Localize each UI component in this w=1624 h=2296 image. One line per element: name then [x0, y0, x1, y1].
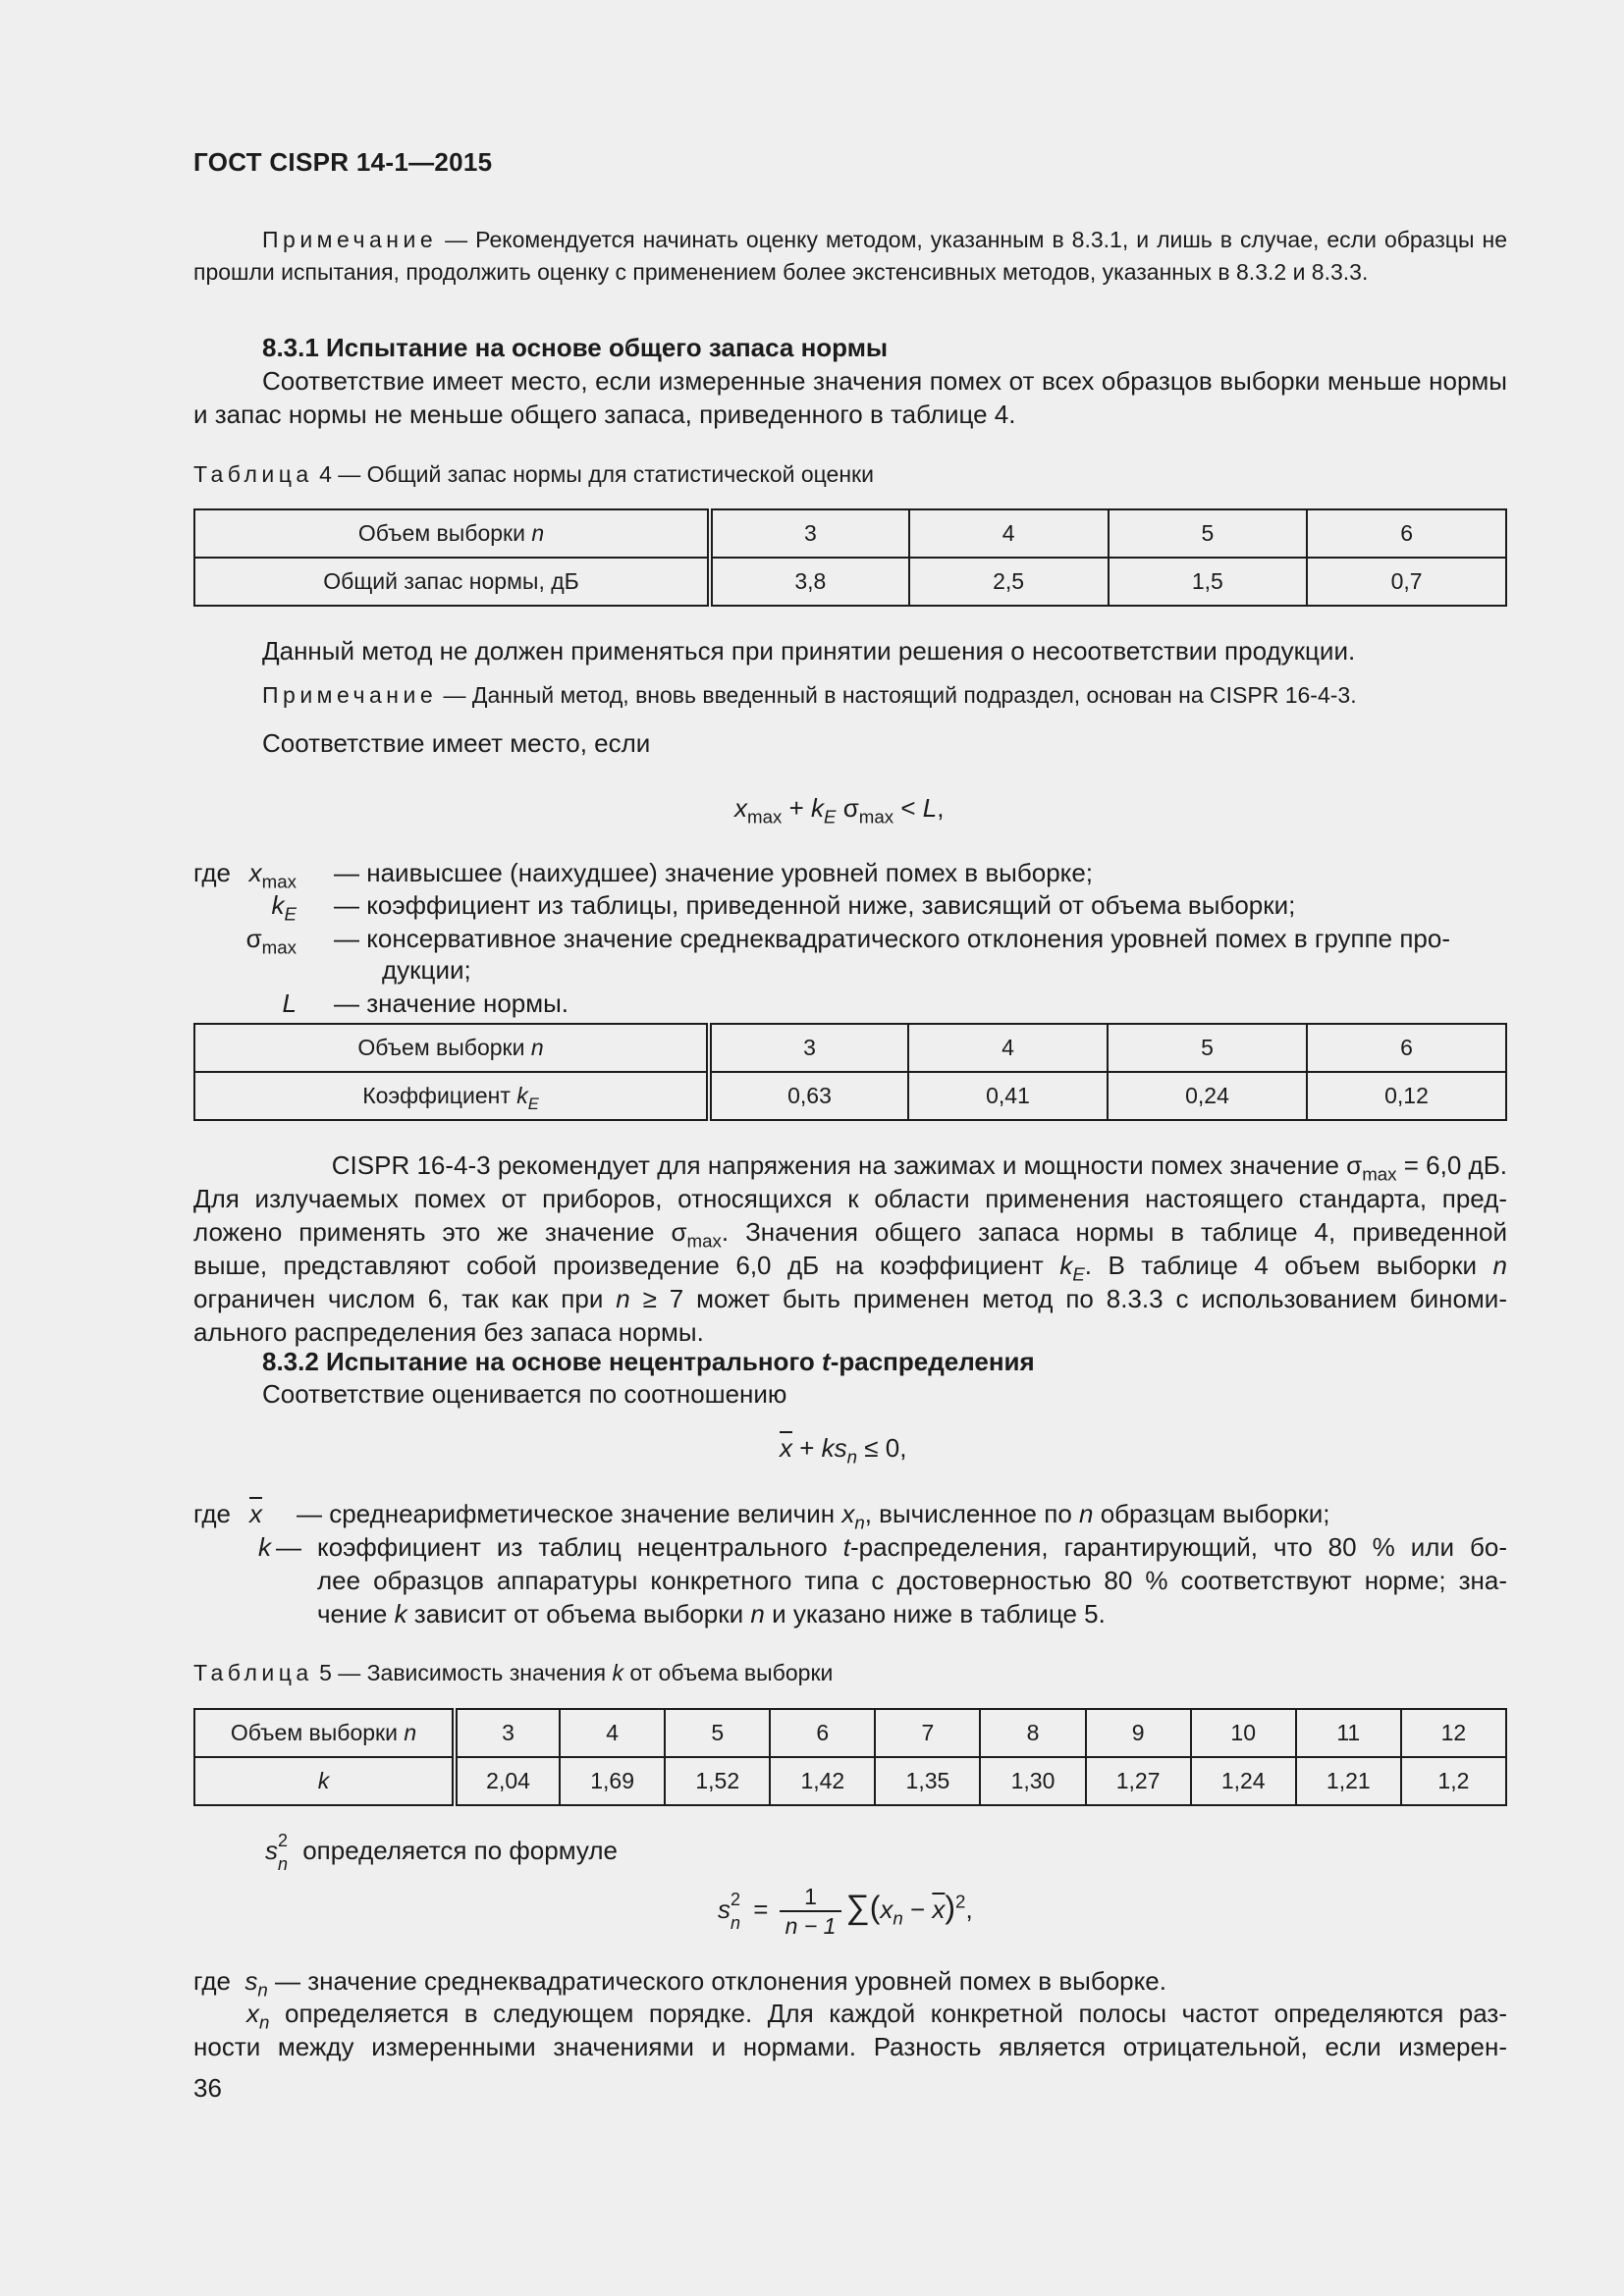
table-ke	[193, 1023, 1507, 1121]
note-1-text: — Рекомендуется начинать оценку методом, указанным в 8.3.1, и лишь в случае, если образцы не прошли испытания, продолжить оценку с применением более экстенсивных методов, указанных в 8.3.2 и 8.3.3.	[193, 227, 1507, 285]
cispr-line-4: выше, представляют собой произведение 6,0 дБ на коэффициент $k_E$. В таблице 4 объем выборки n	[193, 1251, 1507, 1285]
table-ke-cell: 5	[1108, 1024, 1307, 1072]
xn-paragraph	[193, 1997, 1507, 2063]
table-5-cell: 7	[875, 1709, 980, 1757]
table-4-cell: 4	[909, 509, 1109, 558]
where-2-xbar-term: $\overline{x}$	[249, 1499, 262, 1528]
where-2-xbar-def: — среднеарифметическое значение величин $x_n$, вычисленное по n образцам выборки;	[297, 1499, 1330, 1533]
table-4	[193, 508, 1507, 607]
table-5-caption-label: Таблица	[193, 1660, 313, 1685]
section-8-3-1-para: Соответствие имеет место, если измеренные значения помех от всех образцов выборки меньше нормы и запас нормы не меньше общего запаса, приведенного в таблице 4.	[193, 366, 1507, 429]
table-5-cell: 11	[1296, 1709, 1401, 1757]
table-4-caption-text: 4 — Общий запас нормы для статистической оценки	[312, 461, 874, 487]
table-5-cell: 1,35	[875, 1757, 980, 1805]
where-1-k-term: $k_E$	[271, 890, 297, 925]
cispr-line-2: Для излучаемых помех от приборов, относящихся к области применения настоящего стандарта, пред-	[193, 1184, 1507, 1213]
cispr-line-1: CISPR 16-4-3 рекомендует для напряжения на зажимах и мощности помех значение $\sigma_{max} = 6,0$ дБ.	[331, 1150, 1507, 1185]
note-2	[262, 679, 1357, 712]
where-1-L-term: L	[282, 988, 297, 1018]
table-5-cell: 1,2	[1401, 1757, 1506, 1805]
table-5-cell: 3	[455, 1709, 560, 1757]
where-2-gde: где	[193, 1499, 231, 1528]
table-4-cell: 2,5	[909, 558, 1109, 606]
section-8-3-2-para: Соответствие оценивается по соотношению	[262, 1379, 787, 1409]
table-ke-row-sample-size	[194, 1024, 1506, 1072]
note-1	[193, 224, 1507, 289]
table-4-cell: 5	[1109, 509, 1308, 558]
table-5-caption: Таблица 5 — Зависимость значения k от объема выборки	[193, 1660, 834, 1685]
formula-2: $\overline{x} + ks_n \le 0$,	[780, 1433, 907, 1468]
formula-3: s 2 n = $\frac{1}{n - 1}$ $\sum(x_n - \overline{x})^2$,	[718, 1884, 973, 1939]
conformity-paragraph: Соответствие имеет место, если	[262, 728, 651, 758]
where-1-L-def: — значение нормы.	[334, 988, 569, 1018]
table-ke-cell: 0,41	[908, 1072, 1108, 1120]
table-5-cell: 1,30	[980, 1757, 1085, 1805]
cispr-line-5: ограничен числом 6, так как при n ≥ 7 может быть применен метод по 8.3.3 с использованием биноми-	[193, 1284, 1507, 1313]
note-2-text: — Данный метод, вновь введенный в настоящий подраздел, основан на CISPR 16-4-3.	[437, 682, 1357, 708]
table-5-row-sample-size	[194, 1709, 1506, 1757]
table-ke-cell: 0,24	[1108, 1072, 1307, 1120]
table-ke-cell: 0,12	[1307, 1072, 1506, 1120]
table-ke-cell: 3	[709, 1024, 908, 1072]
where-1-x-term: $x_{max}$	[248, 858, 297, 892]
table-4-cell: 3,8	[710, 558, 909, 606]
cispr-line-3: ложено применять это же значение $\sigma_{max}$. Значения общего запаса нормы в таблице 4, приведенной	[193, 1217, 1507, 1252]
table-5-cell: 6	[770, 1709, 875, 1757]
where-1-gde: где	[193, 858, 231, 887]
table-5-cell: 1,21	[1296, 1757, 1401, 1805]
where-1-sigma-def-cont: дукции;	[382, 955, 471, 985]
cispr-line-6: ального распределения без запаса нормы.	[193, 1317, 704, 1347]
section-8-3-2-title: 8.3.2 Испытание на основе нецентрального t-распределения	[262, 1347, 1035, 1376]
where-1-x-def: — наивысшее (наихудшее) значение уровней помех в выборке;	[334, 858, 1094, 887]
table-5-cell: 2,04	[455, 1757, 560, 1805]
table-4-row-header: Объем выборки n	[194, 509, 710, 558]
table-4-row-margin	[194, 558, 1506, 606]
table-5-cell: 9	[1086, 1709, 1191, 1757]
table-5-cell: 8	[980, 1709, 1085, 1757]
table-4-caption	[193, 458, 874, 491]
section-8-3-1-title: 8.3.1 Испытание на основе общего запаса нормы	[262, 333, 889, 362]
table-5-cell: 12	[1401, 1709, 1506, 1757]
table-5-cell: 1,24	[1191, 1757, 1296, 1805]
table-5-cell: 1,69	[560, 1757, 665, 1805]
xn-line-1: $x_n$ определяется в следующем порядке. Для каждой конкретной полосы частот определяются раз-	[246, 1999, 1507, 2033]
table-4-cell: 6	[1307, 509, 1506, 558]
table-4-cell: 1,5	[1109, 558, 1308, 606]
note-2-label: Примечание	[262, 682, 438, 708]
table-4-row-sample-size	[194, 509, 1506, 558]
table-5-cell: 1,42	[770, 1757, 875, 1805]
table-ke-cell: 6	[1307, 1024, 1506, 1072]
xn-line-2: ности между измеренными значениями и нормами. Разность является отрицательной, если измерен-	[193, 2032, 1507, 2061]
table-5-cell: 10	[1191, 1709, 1296, 1757]
table-5-row-k	[194, 1757, 1506, 1805]
where-2-k-term: k	[258, 1532, 271, 1562]
table-5	[193, 1708, 1507, 1806]
method-paragraph: Данный метод не должен применяться при принятии решения о несоответствии продукции.	[262, 636, 1356, 666]
note-1-label: Примечание	[262, 227, 438, 252]
where-1-k-def: — коэффициент из таблицы, приведенной ниже, зависящий от объема выборки;	[334, 890, 1296, 920]
page-number: 36	[193, 2073, 222, 2103]
document-header: ГОСТ CISPR 14-1—2015	[193, 147, 493, 177]
table-ke-row-header: Коэффициент $k_E$	[194, 1072, 709, 1120]
where-2-k-def-2: лее образцов аппаратуры конкретного типа с достоверностью 80 % соответствуют норме; зна-	[317, 1566, 1507, 1595]
where-2-k-def-3: чение k зависит от объема выборки n и указано ниже в таблице 5.	[317, 1599, 1106, 1629]
where-1-sigma-term: $\sigma_{max}$	[245, 924, 297, 958]
where-3: где $s_n$ — значение среднеквадратического отклонения уровней помех в выборке.	[193, 1966, 1166, 2001]
table-4-row-header: Общий запас нормы, дБ	[194, 558, 710, 606]
table-5-cell: 5	[665, 1709, 770, 1757]
where-1-sigma-def: — консервативное значение среднеквадратического отклонения уровней помех в группе про-	[334, 924, 1451, 953]
table-4-cell: 0,7	[1307, 558, 1506, 606]
table-ke-row-header: Объем выборки n	[194, 1024, 709, 1072]
table-5-row-header: Объем выборки n	[194, 1709, 455, 1757]
table-ke-cell: 0,63	[709, 1072, 908, 1120]
where-2-k-def-1: — коэффициент из таблиц нецентрального t-распределения, гарантирующий, что 80 % или бо-	[276, 1532, 1507, 1562]
table-4-caption-label: Таблица	[193, 461, 313, 487]
table-5-row-header: k	[194, 1757, 455, 1805]
sn-definition-line: s 2 n определяется по формуле	[265, 1831, 618, 1874]
formula-1: $x_{max} + k_E$ $\sigma_{max} < L$,	[734, 793, 945, 828]
table-ke-cell: 4	[908, 1024, 1108, 1072]
table-5-cell: 1,52	[665, 1757, 770, 1805]
cispr-paragraph	[193, 1148, 1507, 1349]
table-4-cell: 3	[710, 509, 909, 558]
table-5-cell: 4	[560, 1709, 665, 1757]
table-5-cell: 1,27	[1086, 1757, 1191, 1805]
formula-3-fraction: $\frac{1}{n - 1}$	[780, 1883, 842, 1940]
table-ke-row-coefficient	[194, 1072, 1506, 1120]
